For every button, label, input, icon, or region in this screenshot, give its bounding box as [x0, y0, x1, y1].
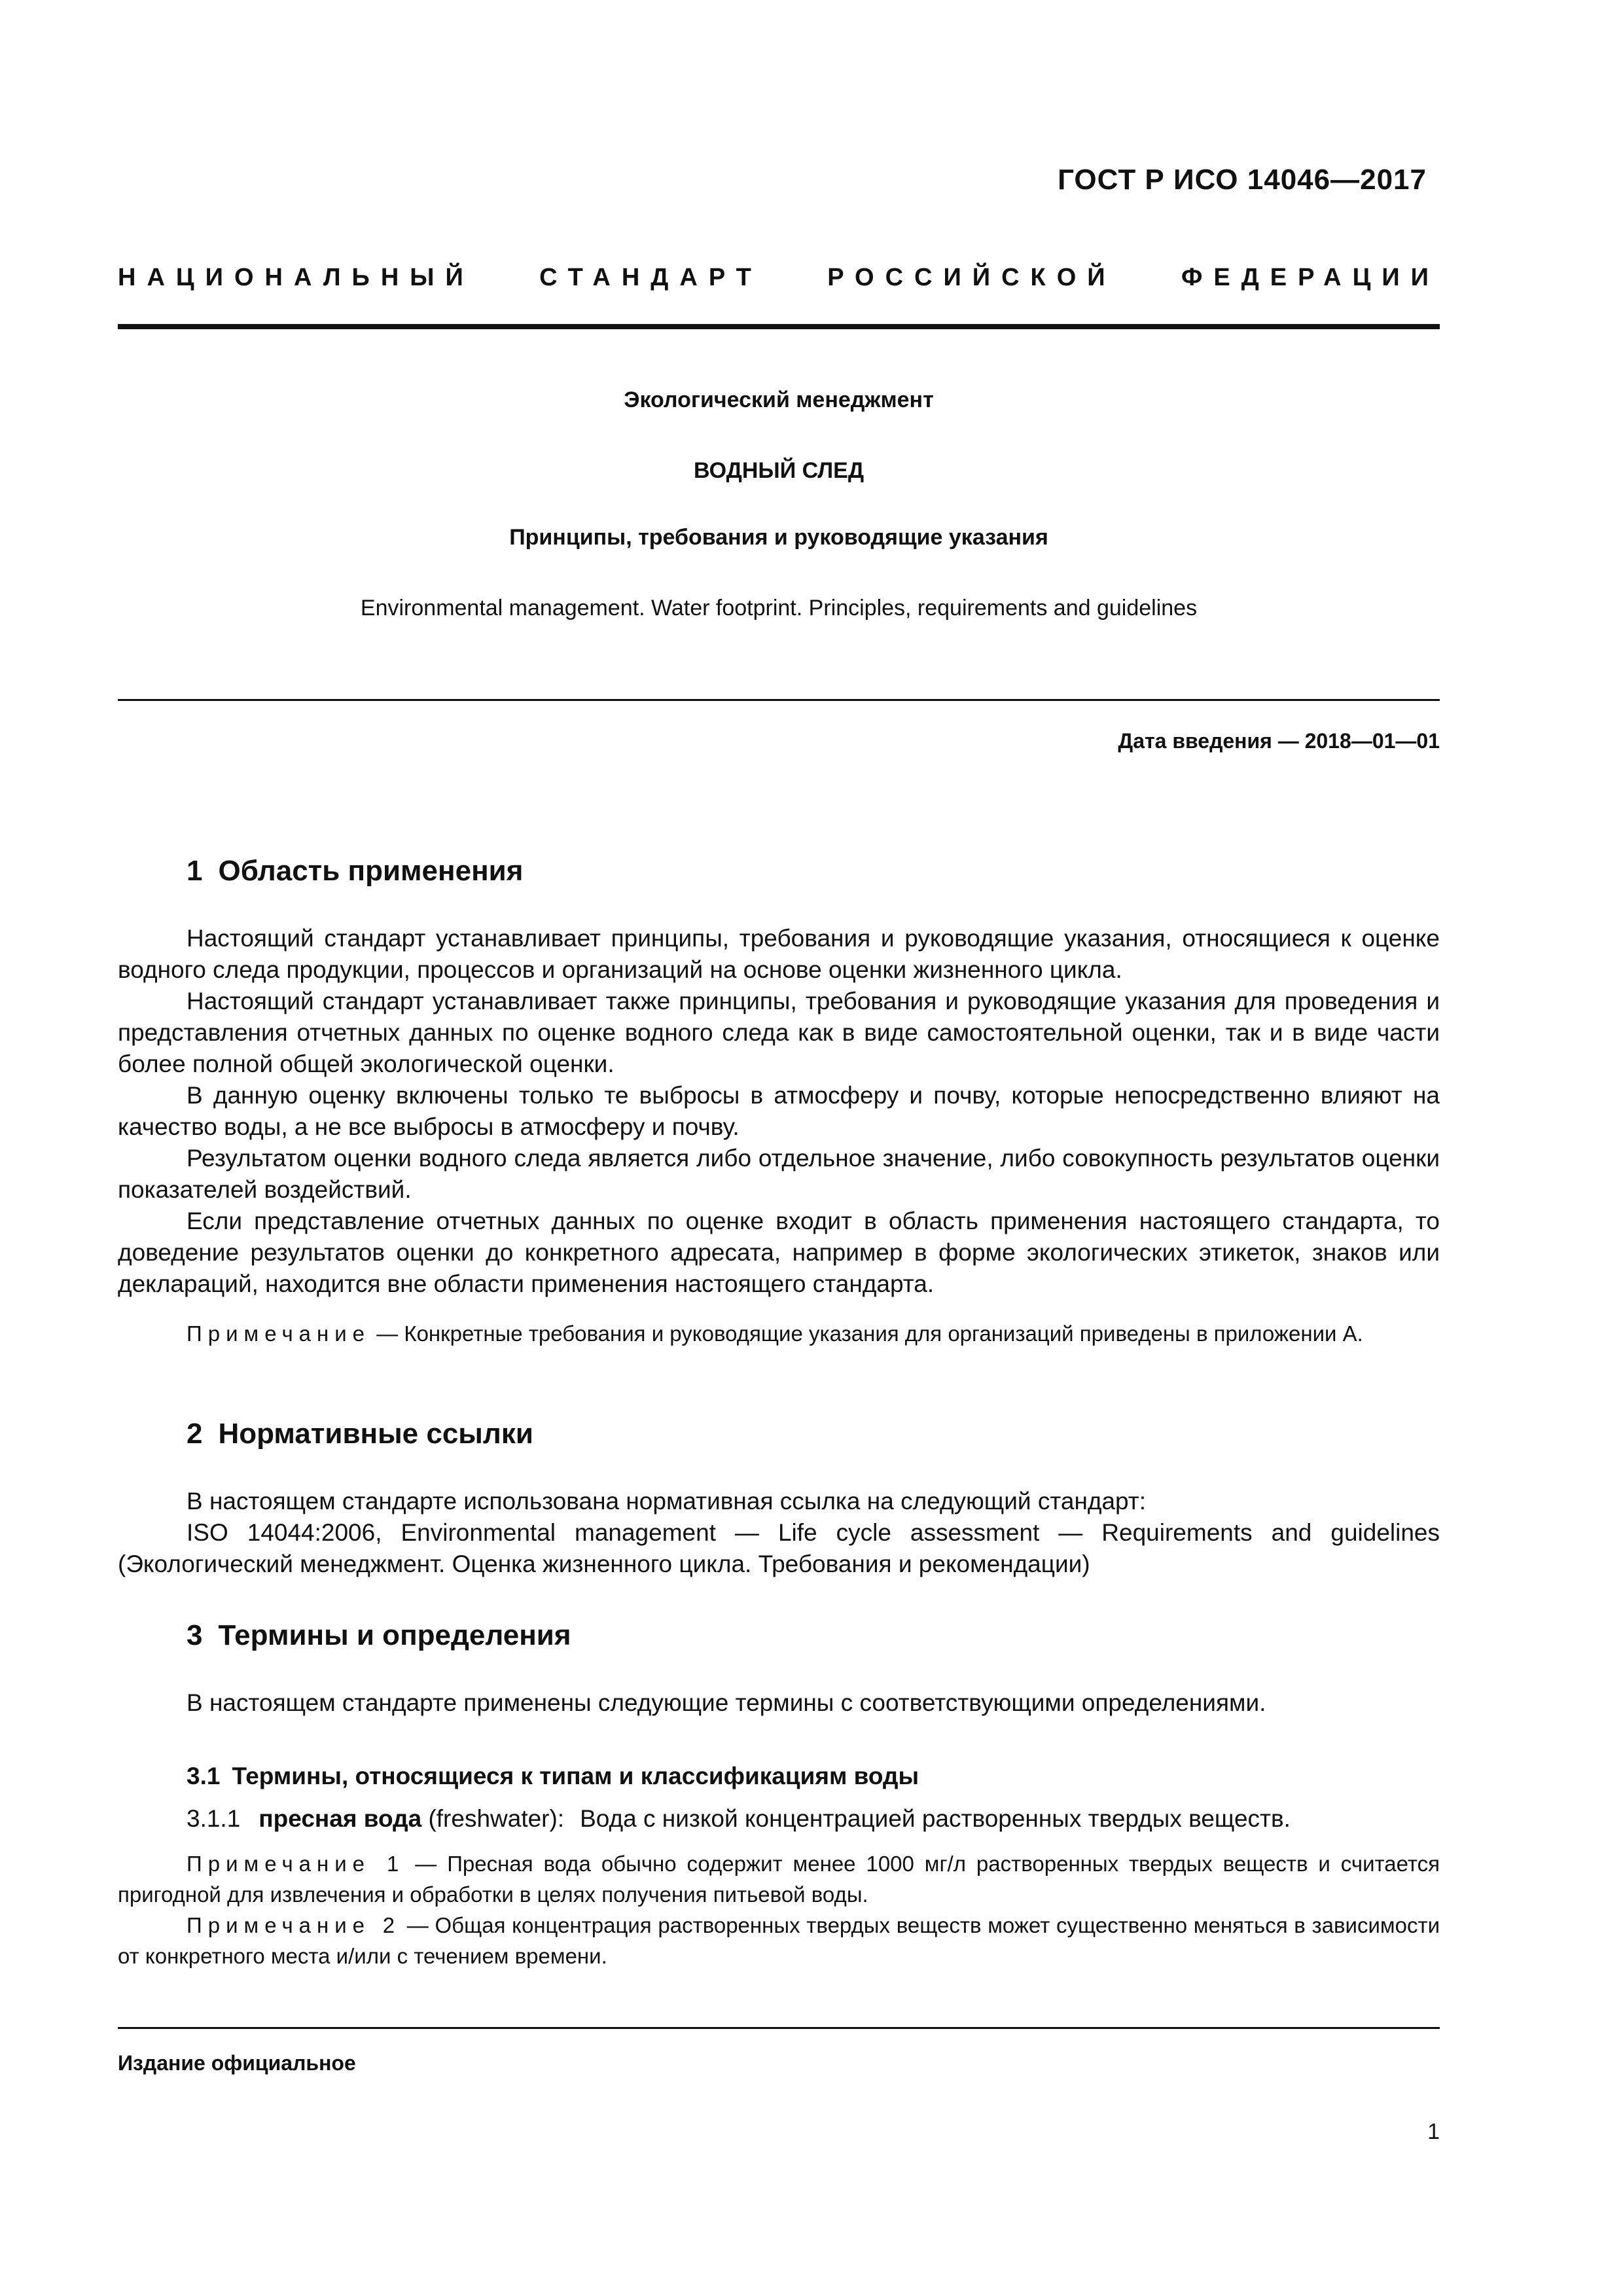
document-number: ГОСТ Р ИСО 14046—2017 — [1058, 164, 1427, 196]
edition-label: Издание официальное — [118, 2051, 356, 2075]
term-name: пресная вода — [259, 1805, 422, 1832]
page-number: 1 — [1427, 2119, 1440, 2144]
section-number: 1 — [187, 855, 203, 887]
paragraph: Настоящий стандарт устанавливает принципы, требования и руководящие указания, относящиеся к оценке водного следа продукции, процессов и организаций на основе оценки жизненного цикла. — [118, 925, 1440, 983]
section-title: Нормативные ссылки — [218, 1418, 533, 1450]
national-title-word: ФЕДЕРАЦИИ — [1181, 264, 1440, 291]
scope-note — [118, 1318, 1440, 1349]
section-number: 2 — [187, 1418, 203, 1450]
paragraph: Настоящий стандарт устанавливает также принципы, требования и руководящие указания для проведения и представления отчетных данных по оценке водного следа как в виде самостоятельной оценки, так и в виде части более полной общей экологической оценки. — [118, 988, 1440, 1077]
section-title: Термины и определения — [218, 1619, 571, 1651]
subsection-number: 3.1 — [187, 1763, 221, 1789]
section-number: 3 — [187, 1619, 203, 1651]
subsection-heading — [187, 1763, 919, 1790]
terms-intro — [118, 1687, 1440, 1719]
paragraph: В данную оценку включены только те выбросы в атмосферу и почву, которые непосредственно влияют на качество воды, а не все выбросы в атмосферу и почву. — [118, 1082, 1440, 1140]
title-main: ВОДНЫЙ СЛЕД — [693, 458, 865, 483]
note-label: Примечание 1 — [187, 1852, 405, 1876]
footer-divider — [118, 2027, 1440, 2029]
paragraph: В настоящем стандарте применены следующие термины с соответствующими определениями. — [187, 1689, 1266, 1716]
term-english: (freshwater): — [428, 1805, 565, 1832]
paragraph: В настоящем стандарте использована нормативная ссылка на следующий стандарт: — [187, 1488, 1147, 1515]
scope-paragraphs — [118, 923, 1440, 1300]
note-text: — Общая концентрация растворенных твердых веществ может существенно меняться в зависимости от конкретного места и/или с течением времени. — [118, 1913, 1440, 1968]
national-title-word: НАЦИОНАЛЬНЫЙ — [118, 264, 474, 291]
term-number: 3.1.1 — [187, 1805, 241, 1832]
section-heading-terms — [187, 1619, 571, 1652]
national-title-word: СТАНДАРТ — [539, 264, 762, 291]
header-divider — [118, 324, 1440, 329]
term-note — [118, 1848, 1440, 1910]
national-standard-title — [118, 264, 1440, 292]
note-label: Примечание 2 — [187, 1913, 401, 1937]
paragraph: Результатом оценки водного следа является либо отдельное значение, либо совокупность результатов оценки показателей воздействий. — [118, 1145, 1440, 1203]
term-definition: Вода с низкой концентрацией растворенных твердых веществ. — [580, 1805, 1291, 1832]
section-heading-scope — [187, 855, 523, 888]
subsection-title: Термины, относящиеся к типам и классификациям воды — [232, 1763, 919, 1789]
term-note — [118, 1910, 1440, 1971]
title-sub: Принципы, требования и руководящие указания — [509, 525, 1048, 550]
note-text: — Пресная вода обычно содержит менее 1000 мг/л растворенных твердых веществ и считается пригодной для извлечения и обработки в целях получения питьевой воды. — [118, 1852, 1440, 1907]
national-title-word: РОССИЙСКОЙ — [827, 264, 1116, 291]
term-entry — [118, 1803, 1440, 1835]
title-series: Экологический менеджмент — [624, 387, 934, 412]
note-text: — Конкретные требования и руководящие указания для организаций приведены в приложении А. — [376, 1321, 1363, 1346]
section-heading-references — [187, 1418, 533, 1450]
note-label: Примечание — [187, 1321, 371, 1346]
references-paragraphs — [118, 1486, 1440, 1580]
section-title: Область применения — [218, 855, 524, 887]
paragraph: Если представление отчетных данных по оценке входит в область применения настоящего стандарта, то доведение результатов оценки до конкретного адресата, например в форме экологических этикеток, знаков или деклараций, находится вне области применения настоящего стандарта. — [118, 1208, 1440, 1297]
introduction-date: Дата введения — 2018—01—01 — [1118, 729, 1440, 753]
reference-entry: ISO 14044:2006, Environmental management — Life cycle assessment — Requirements and guidelines (Экологический менеджмент. Оценка жизненного цикла. Требования и рекомендации) — [118, 1519, 1440, 1577]
term-notes — [118, 1848, 1440, 1971]
title-english: Environmental management. Water footprint. Principles, requirements and guidelines — [360, 596, 1198, 620]
title-divider — [118, 699, 1440, 701]
